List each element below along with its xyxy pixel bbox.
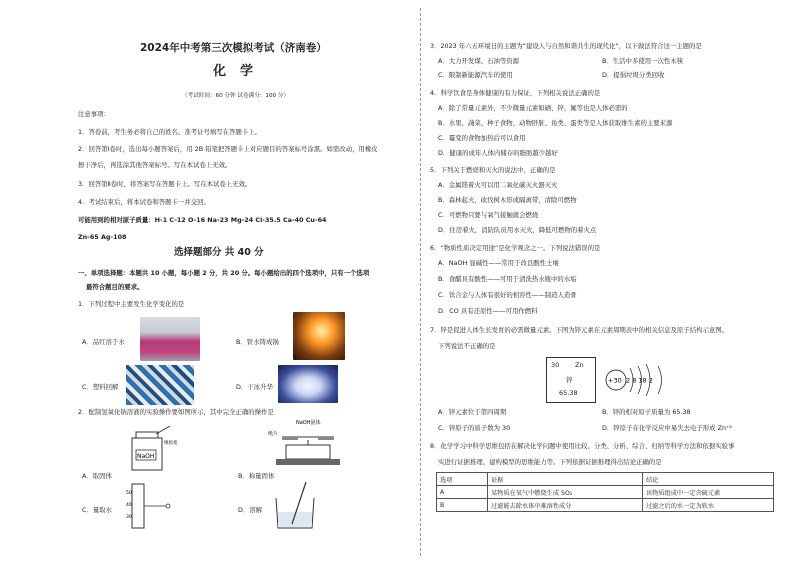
magenta-solution-photo [140, 317, 200, 361]
balance-diagram [266, 417, 346, 477]
element-symbol: Zn [575, 361, 584, 369]
evidence-table [436, 472, 774, 512]
question-8-stem-cont: 实进行证据推理、建构模型的思维能力等。下列依据证据推理得出结论正确的是 [438, 458, 662, 466]
naoh-solid-label: NaOH固体 [296, 420, 321, 426]
q5-option-a: A．金属镁着火可以用二氧化碳灭火器灭火 [438, 181, 558, 189]
q7-option-c: C．锌原子的质子数为 30 [438, 424, 511, 432]
naoh-bottle-label: NaOH [137, 453, 155, 460]
zinc-atom-structure-diagram [602, 360, 688, 400]
table-row [437, 499, 774, 512]
cyl-mark-40: 40 [126, 503, 132, 508]
zinc-element-cell [546, 357, 596, 403]
atomic-masses-cont: Zn-65 Ag-108 [78, 233, 127, 241]
note-item: 4．考试结束后，将本试卷和答题卡一并交回。 [78, 198, 210, 206]
section-instructions: 一、单项选择题：本题共 10 小题，每小题 2 分，共 20 分。每小题给出的四个选项中，只有一个选项 [78, 269, 370, 277]
q5-option-d: D．住房着火，消防队员用水灭火，降低可燃物的着火点 [438, 226, 597, 234]
q7-option-a: A．锌元素位于第四周期 [438, 408, 507, 416]
element-name: 锌 [566, 376, 573, 384]
q1-option-a: A．品红溶于水 [82, 338, 125, 346]
table-cell: A [437, 486, 488, 499]
q3-option-b: B．生活中多使用一次性木筷 [602, 57, 684, 65]
section-instructions-cont: 最符合题目的要求。 [86, 283, 144, 291]
question-6-stem: 6．“物质性质决定用途”是化学观念之一。下列说法错误的是 [430, 244, 601, 252]
question-5-stem: 5．下列关于燃烧和灭火的说法中，正确的是 [430, 166, 556, 174]
subject-title: 化学 [213, 64, 268, 79]
question-8-stem: 8．化学学习中科学思维包括在解决化学问题中使用比较、分类、分析、综合、归纳等科学方法和依据实验事 [430, 442, 735, 450]
q2-option-c: C．量取水 [82, 506, 113, 514]
table-header: 选项 [437, 473, 488, 486]
question-2-stem: 2．配制氢氧化钠溶液的实验操作要如图所示，其中完全正确的操作是 [78, 408, 274, 416]
column-divider [420, 8, 421, 556]
cyl-mark-50: 50 [126, 491, 132, 496]
table-cell: 该物质组成中一定含硫元素 [643, 486, 774, 499]
q7-option-b: B．锌的相对原子质量为 65.38 [602, 408, 691, 416]
q1-option-d: D．干冰升华 [236, 383, 273, 391]
note-item: 1．答卷前，考生务必将自己的姓名、准考证号填写在答题卡上。 [78, 128, 262, 136]
q3-option-d: D．提倡垃圾分类回收 [602, 71, 665, 79]
q2-option-b: B．称量固体 [238, 472, 275, 480]
measure-water-diagram [126, 482, 186, 530]
q6-option-c: C．钛合金与人体有很好的相容性——制造人造骨 [438, 291, 577, 299]
q4-option-d: D．健康的成年人体内储存的脂肪越少越好 [438, 149, 558, 157]
plastic-pellets-photo [126, 365, 194, 405]
note-item: 2．回答第Ⅰ卷时，选出每小题答案后，用 2B 铅笔把答题卡上对应题目的答案标号涂黑。如需改动，用橡皮 [78, 145, 378, 153]
q6-option-b: B．食醋具有酸性——可用于清洗热水瓶中的水垢 [438, 275, 577, 283]
q4-option-a: A．除了常量元素外，不少微量元素如硒、锌、氟等也是人体必需的 [438, 104, 628, 112]
q3-option-c: C．限制新能源汽车的使用 [438, 71, 513, 79]
right-column [430, 40, 775, 555]
left-column [78, 40, 414, 555]
exam-meta: （考试时间：60 分钟 试卷满分：100 分） [182, 93, 290, 99]
table-row [437, 486, 774, 499]
q1-option-b: B．铁水铸成锅 [236, 338, 279, 346]
nucleus-charge: +30 [608, 376, 622, 385]
dissolve-diagram [266, 480, 326, 532]
dry-ice-photo [278, 365, 338, 403]
q2-option-a: A．取固体 [82, 472, 112, 480]
cyl-mark-30: 30 [126, 515, 132, 520]
question-3-stem: 3．2023 年六五环境日的主题为“建设人与自然和谐共生的现代化”，以下做法符合这一主题的是 [430, 42, 702, 50]
molten-iron-photo [293, 312, 345, 360]
table-cell: B [437, 499, 488, 512]
paper-label: 纸片 [268, 431, 279, 437]
question-7-stem-cont: 下列说法不正确的是 [438, 342, 496, 350]
table-cell: 某物质在氧气中燃烧生成 SO₂ [488, 486, 643, 499]
note-item: 3．回答第Ⅱ卷时，将答案写在答题卡上。写在本试卷上无效。 [78, 180, 252, 188]
exam-title: 2024年中考第三次模拟考试（济南卷） [140, 42, 327, 54]
electron-shells: 2 8 18 2 [626, 376, 653, 385]
q6-option-d: D．CO 具有还原性——可用作燃料 [438, 307, 538, 315]
atomic-masses: 可能用到的相对原子质量：H-1 C-12 O-16 Na-23 Mg-24 Cl-35.5 Ca-40 Cu-64 [78, 216, 327, 224]
question-7-stem: 7．锌是促进人体生长发育的必需微量元素。下图为锌元素在元素周期表中的相关信息及原子结构示意图。 [430, 326, 729, 334]
q6-option-a: A．NaOH 显碱性——常用于改良酸性土壤 [438, 259, 559, 267]
question-1-stem: 1．下列过程中主要发生化学变化的是 [78, 300, 185, 308]
q2-option-d: D．溶解 [238, 506, 263, 514]
stopper-label: 橡胶塞 [164, 441, 178, 446]
table-header-row [437, 473, 774, 486]
atomic-number: 30 [551, 361, 560, 369]
table-header: 证据 [488, 473, 643, 486]
q7-option-d: D．锌原子在化学反应中易失去电子形成 Zn⁺² [602, 424, 732, 432]
section-title: 选择题部分 共 40 分 [174, 247, 264, 258]
atomic-mass: 65.38 [559, 389, 578, 397]
q5-option-b: B．森林起火，砍伐树木形成隔离带，清除可燃物 [438, 196, 577, 204]
q5-option-c: C．可燃物只要与氧气接触就会燃烧 [438, 211, 539, 219]
q4-option-c: C．霉变的食物加热后可以食用 [438, 134, 526, 142]
q1-option-c: C．塑料回解 [82, 383, 119, 391]
notes-heading: 注意事项： [78, 110, 110, 118]
q3-option-a: A．大力开发煤、石油等资源 [438, 57, 520, 65]
table-cell: 过滤能去除水体中难溶性成分 [488, 499, 643, 512]
table-header: 结论 [643, 473, 774, 486]
note-item: 擦干净后，再选涂其他答案标号。写在本试卷上无效。 [78, 161, 232, 169]
table-cell: 过滤之后的水一定为软水 [643, 499, 774, 512]
q4-option-b: B．水果、蔬菜、种子食物、动物肝脏、鱼类、蛋类等是人体获取维生素的主要来源 [438, 119, 673, 127]
question-4-stem: 4．科学饮食是身体健康的有力保证，下列相关说法正确的是 [430, 89, 601, 97]
take-solid-diagram [118, 420, 188, 478]
